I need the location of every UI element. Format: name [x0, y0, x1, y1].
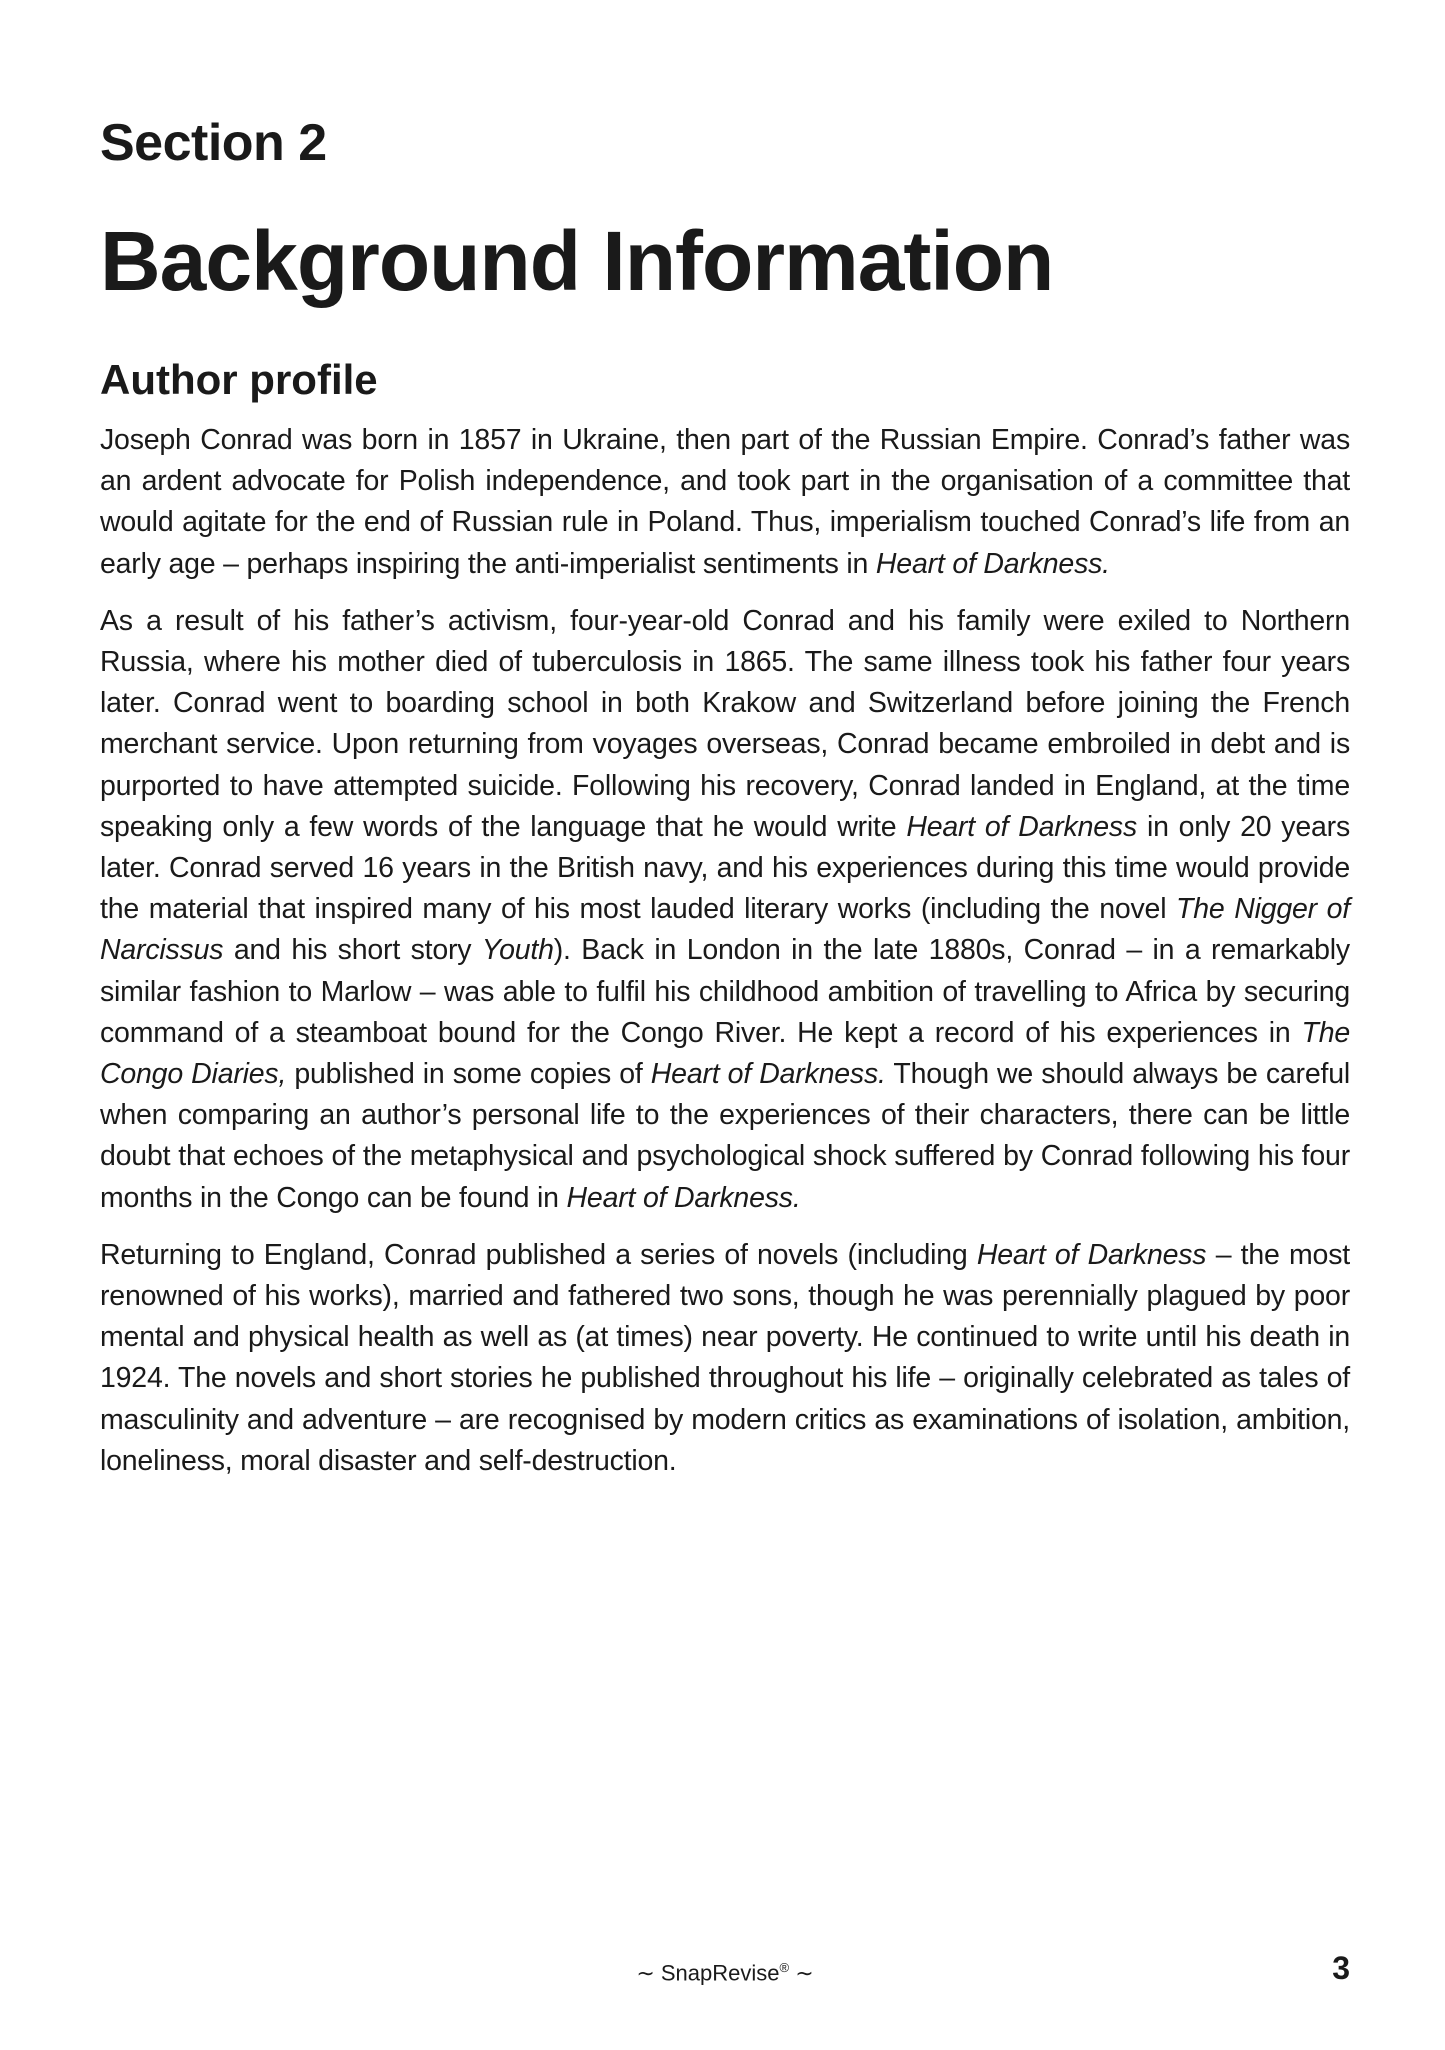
footer-brand — [100, 1948, 1350, 1993]
subheading-author-profile: Author profile — [100, 356, 378, 403]
italic-title: Heart of Darkness — [976, 1238, 1207, 1271]
text-run: in only 20 years later. Conrad served 16 years in the British navy, and his experiences during this time would provide the material that inspired many of his most lauded literary works (including the novel — [100, 810, 1350, 926]
page-title: Background Information — [100, 214, 1054, 308]
tilde-right: ∼ — [795, 1960, 814, 1986]
brand-name: SnapRevise — [660, 1960, 780, 1986]
italic-title: The Congo Diaries, — [100, 1016, 1350, 1091]
text-run: Though we should always be careful when comparing an author’s personal life to the experiences of their characters, there can be little doubt that echoes of the metaphysical and psychological shock suffered by Conrad following his four months in the Congo can be found in — [100, 1058, 1350, 1214]
italic-title: Heart of Darkness. — [875, 547, 1110, 580]
tilde-left: ∼ — [636, 1960, 655, 1986]
paragraph — [100, 601, 1350, 1219]
page-number: 3 — [1332, 1950, 1350, 1986]
page-footer — [100, 1948, 1350, 1988]
paragraph — [100, 420, 1350, 585]
text-run: As a result of his father’s activism, four-year-old Conrad and his family were exiled to Northern Russia, where his mother died of tuberculosis in 1865. The same illness took his father four years later. Conrad went to boarding school in both Krakow and Switzerland before joining the French merchant service. Upon returning from voyages overseas, Conrad became embroiled in debt and is purported to have attempted suicide. Following his recovery, Conrad landed in England, at the time speaking only a few words of the language that he would write — [100, 604, 1350, 843]
registered-mark: ® — [779, 1960, 790, 1975]
text-run: ). Back in London in the late 1880s, Conrad – in a remarkably similar fashion to Marlow – was able to fulfil his childhood ambition of travelling to Africa by securing command of a steamboat bound for the Congo River. He kept a record of his experiences in — [100, 934, 1350, 1049]
text-run: Joseph Conrad was born in 1857 in Ukraine, then part of the Russian Empire. Conrad’s father was an ardent advocate for Polish independence, and took part in the organisation of a committee that would agitate for the end of Russian rule in Poland. Thus, imperialism touched Conrad’s life from an early age – perhaps inspiring the anti-imperialist sentiments in — [100, 424, 1350, 580]
text-run: – the most renowned of his works), married and fathered two sons, though he was perennially plagued by poor mental and physical health as well as (at times) near poverty. He continued to write until his death in 1924. The novels and short stories he published throughout his life – originally celebrated as tales of masculinity and adventure – are recognised by modern critics as examinations of isolation, ambition, loneliness, moral disaster and self-destruction. — [100, 1238, 1350, 1477]
italic-title: The Nigger of Narcissus — [100, 893, 1350, 967]
text-run: Returning to England, Conrad published a series of novels (including — [100, 1238, 977, 1271]
italic-title: Heart of Darkness. — [566, 1181, 801, 1214]
text-run: published in some copies of — [286, 1058, 651, 1091]
section-label: Section 2 — [100, 114, 327, 172]
italic-title: Heart of Darkness. — [650, 1058, 886, 1091]
body-text — [100, 420, 1350, 1498]
text-run: and his short story — [223, 934, 482, 967]
paragraph — [100, 1235, 1350, 1482]
italic-title: Youth — [481, 934, 554, 967]
italic-title: Heart of Darkness — [906, 810, 1138, 843]
